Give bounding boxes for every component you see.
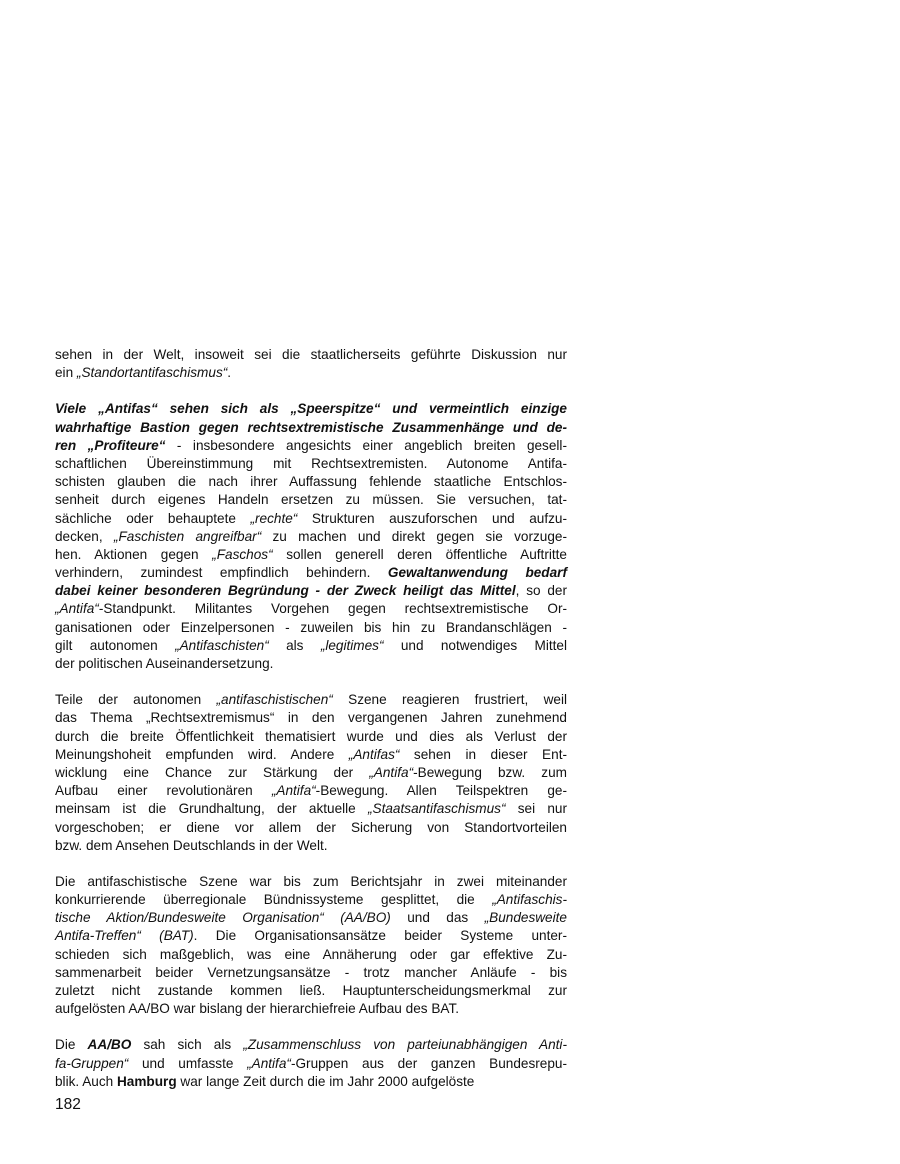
text-line — [55, 1055, 567, 1073]
text-run: sah sich als — [131, 1037, 244, 1053]
text-line — [55, 691, 567, 709]
text-run: „legitimes“ — [320, 637, 384, 653]
text-run: Die — [55, 1037, 88, 1053]
text-run: meinsam ist die Grundhaltung, der aktuelle — [55, 801, 368, 817]
text-line — [55, 528, 567, 546]
paragraph — [55, 691, 567, 855]
text-line — [55, 873, 567, 891]
text-run: tische Aktion/Bundesweite Organisation“ (AA/BO) — [55, 910, 391, 926]
text-run: konkurrierende überregionale Bündnissysteme gesplittet, die — [55, 892, 493, 908]
text-run: das Thema „Rechtsextremismus“ in den vergangenen Jahren zunehmend — [55, 710, 567, 726]
text-run: „antifaschistischen“ — [216, 692, 333, 708]
text-run: Teile der autonomen — [55, 692, 217, 708]
text-run: zuletzt nicht zustande kommen ließ. Hauptunterscheidungsmerkmal zur — [55, 983, 567, 998]
text-run: „Antifa“ — [55, 601, 99, 617]
text-line — [55, 837, 567, 855]
text-line — [55, 782, 567, 800]
text-line — [55, 637, 567, 655]
text-run: Die antifaschistische Szene war bis zum Berichtsjahr in zwei miteinander — [55, 873, 567, 889]
text-line — [55, 564, 567, 582]
text-line — [55, 891, 567, 909]
text-line — [55, 819, 567, 837]
text-run: „Faschisten angreifbar“ — [113, 528, 262, 544]
text-run: wahrhaftige Bastion gegen rechtsextremistische Zusammenhänge und de- — [55, 419, 567, 435]
text-run: Gewaltanwendung bedarf — [387, 565, 567, 581]
paragraph — [55, 1036, 567, 1091]
text-run: „Antifa“ — [369, 764, 414, 780]
text-run: vorgeschoben; er diene vor allem der Sicherung von Standortvorteilen — [55, 819, 567, 835]
page-number: 182 — [55, 1096, 81, 1113]
text-line — [55, 709, 567, 727]
text-line — [55, 728, 567, 746]
text-run: blik. Auch — [55, 1073, 117, 1089]
text-run: als — [268, 637, 321, 653]
text-run: „Faschos“ — [212, 546, 273, 562]
text-run: durch die breite Öffentlichkeit thematisiert wurde und dies als Verlust der — [55, 728, 567, 744]
text-run: „Antifa“ — [271, 783, 316, 799]
text-run: Antifa-Treffen“ (BAT) — [55, 928, 194, 944]
text-line — [55, 1000, 567, 1018]
text-run: Szene reagieren frustriert, weil — [332, 692, 567, 708]
text-run: ganisationen oder Einzelpersonen - zuweilen bis hin zu Brandanschlägen - — [55, 619, 567, 635]
text-run: „Bundesweite — [484, 910, 567, 926]
text-run: zu machen und direkt gegen sie vorzuge- — [261, 528, 567, 544]
text-line — [55, 800, 567, 818]
text-run: verhindern, zumindest empfindlich behindern. — [55, 565, 388, 581]
text-line — [55, 400, 567, 418]
text-line — [55, 964, 567, 982]
body-text — [55, 346, 567, 1109]
text-line — [55, 746, 567, 764]
text-run: und das — [390, 910, 485, 926]
text-line — [55, 546, 567, 564]
text-run: ein — [55, 365, 77, 381]
text-run: sächliche oder behauptete — [55, 510, 251, 526]
text-line — [55, 419, 567, 437]
text-run: Strukturen auszuforschen und aufzu- — [297, 510, 567, 526]
text-line — [55, 909, 567, 927]
text-run: senheit durch eigenes Handeln ersetzen zu müssen. Sie versuchen, tat- — [55, 492, 567, 508]
text-run: - insbesondere angesichts einer angeblich breiten gesell- — [165, 437, 567, 453]
text-run: dabei keiner besonderen Begründung - der Zweck heiligt das Mittel — [55, 583, 516, 599]
text-run: schieden sich maßgeblich, was eine Annäherung oder gar effektive Zu- — [55, 946, 567, 962]
text-line — [55, 655, 567, 673]
text-line — [55, 455, 567, 473]
text-run: -Bewegung bzw. zum — [413, 764, 567, 780]
text-line — [55, 1036, 567, 1054]
text-run: , so der — [515, 583, 567, 599]
text-run: . Die Organisationsansätze beider Systeme unter- — [193, 928, 567, 944]
text-run: hen. Aktionen gegen — [55, 546, 213, 562]
text-line — [55, 946, 567, 964]
text-run: -Bewegung. Allen Teilspektren ge- — [315, 783, 568, 799]
text-run: „Standortantifaschismus“ — [76, 365, 228, 381]
text-line — [55, 764, 567, 782]
text-line — [55, 364, 567, 382]
text-run: „Staatsantifaschismus“ — [368, 801, 506, 817]
text-run: „Antifaschis- — [492, 892, 567, 908]
text-line — [55, 582, 567, 600]
text-line — [55, 473, 567, 491]
text-run: Meinungshoheit empfunden wird. Andere — [55, 746, 349, 762]
text-run: schaftlichen Übereinstimmung mit Rechtsextremisten. Autonome Antifa- — [55, 455, 567, 471]
text-line — [55, 927, 567, 945]
text-line — [55, 982, 567, 1000]
text-run: schisten glauben die nach ihrer Auffassung fehlende staatliche Entschlos- — [55, 474, 567, 490]
text-run: sollen generell deren öffentliche Auftritte — [272, 546, 567, 562]
text-run: ren „Profiteure“ — [55, 437, 166, 453]
text-run: bzw. dem Ansehen Deutschlands in der Welt. — [55, 837, 328, 853]
text-run: sehen in der Welt, insoweit sei die staatlicherseits geführte Diskussion nur — [55, 347, 567, 362]
text-line — [55, 510, 567, 528]
text-run: sei nur — [505, 801, 568, 817]
text-run: „Antifa“ — [247, 1055, 291, 1071]
text-run: sehen in dieser Ent- — [399, 746, 567, 762]
paragraph — [55, 346, 567, 382]
text-run: Aufbau einer revolutionären — [55, 783, 272, 799]
text-line — [55, 619, 567, 637]
text-run: fa-Gruppen“ — [55, 1055, 129, 1071]
text-run: AA/BO — [87, 1037, 132, 1053]
text-run: „rechte“ — [250, 510, 298, 526]
text-run: Hamburg — [116, 1073, 177, 1089]
text-line — [55, 491, 567, 509]
text-run: und notwendiges Mittel — [383, 637, 568, 653]
text-line — [55, 1073, 567, 1091]
text-run: aufgelösten AA/BO war bislang der hierarchiefreie Aufbau des BAT. — [55, 1001, 460, 1017]
text-line — [55, 437, 567, 455]
text-run: „Zusammenschluss von parteiunabhängigen Anti- — [243, 1037, 567, 1053]
paragraph — [55, 400, 567, 673]
text-run: Viele „Antifas“ sehen sich als „Speerspitze“ und vermeintlich einzige — [55, 401, 567, 417]
text-run: „Antifas“ — [348, 746, 400, 762]
text-line — [55, 600, 567, 618]
text-run: und umfasste — [128, 1055, 248, 1071]
text-run: gilt autonomen — [55, 637, 176, 653]
text-run: -Standpunkt. Militantes Vorgehen gegen rechtsextremistische Or- — [98, 601, 567, 617]
text-run: war lange Zeit durch die im Jahr 2000 aufgelöste — [176, 1073, 475, 1089]
text-line — [55, 346, 567, 364]
text-run: der politischen Auseinandersetzung. — [55, 656, 274, 671]
text-run: decken, — [55, 528, 114, 544]
text-run: . — [227, 365, 232, 381]
text-run: -Gruppen aus der ganzen Bundesrepu- — [290, 1055, 567, 1071]
text-run: „Antifaschisten“ — [175, 637, 269, 653]
text-run: sammenarbeit beider Vernetzungsansätze - trotz mancher Anläufe - bis — [55, 964, 567, 980]
text-run: wicklung eine Chance zur Stärkung der — [55, 764, 370, 780]
paragraph — [55, 873, 567, 1019]
